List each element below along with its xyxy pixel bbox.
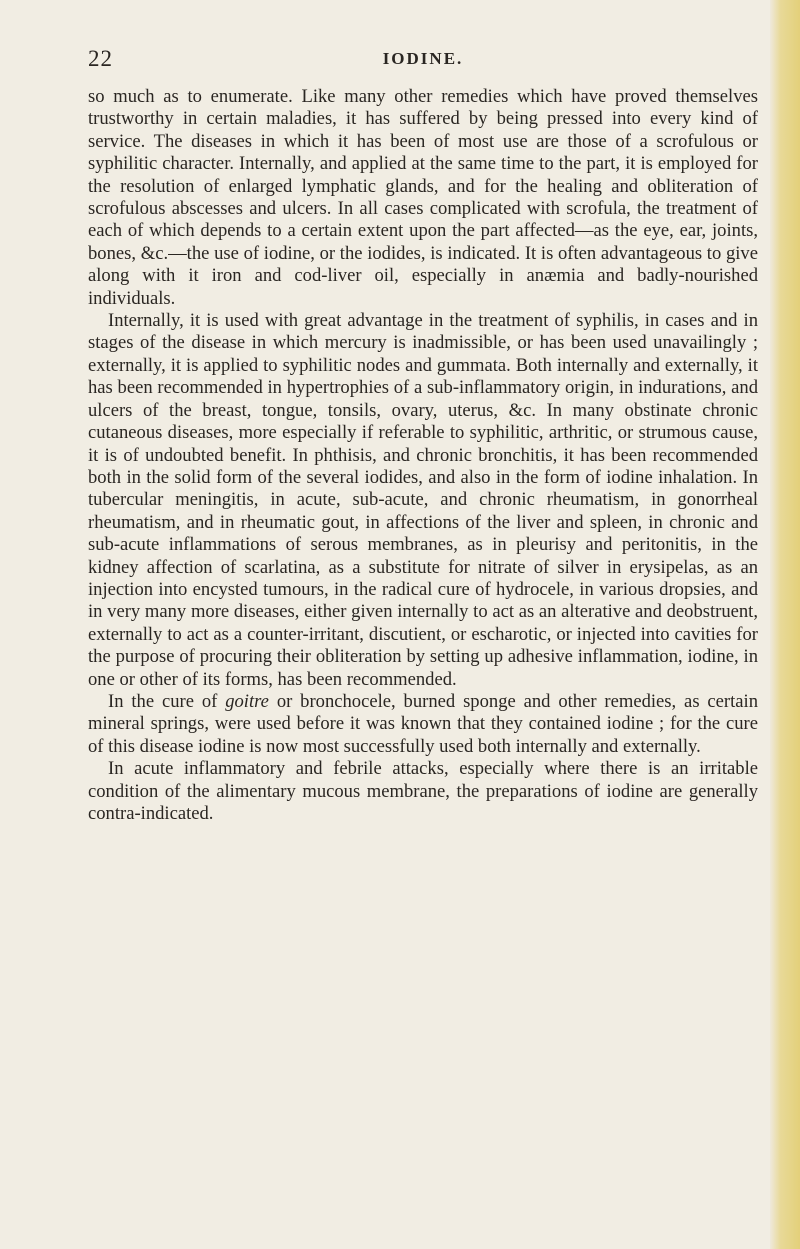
- page-header: [88, 46, 758, 76]
- paragraph-3: [88, 691, 758, 758]
- paragraph-3-text-before: In the cure of: [108, 690, 226, 712]
- page-edge: [770, 0, 800, 1249]
- paragraph-1: so much as to enumerate. Like many other remedies which have proved themselves trustworthy in certain maladies, it has suffered by being pressed into every kind of service. The diseases in which it has been of most use are those of a scrofulous or syphilitic character. Internally, and applied at the same time to the part, it is employed for the resolution of enlarged lymphatic glands, and for the healing and obliteration of scrofulous abscesses and ulcers. In all cases complicated with scrofula, the treatment of each of which depends to a certain extent upon the part affected—as the eye, ear, joints, bones, &c.—the use of iodine, or the iodides, is indicated. It is often advantageous to give along with it iron and cod-liver oil, especially in anæmia and badly-nourished individuals.: [88, 86, 758, 309]
- page-number: 22: [88, 46, 113, 71]
- body-text: [88, 86, 758, 825]
- paragraph-3-text-after: or bronchocele, burned sponge and other remedies, as certain mineral springs, were used before it was known that they contained iodine ; for the cure of this disease iodine is now most successfully used both internally and externally.: [88, 690, 759, 757]
- running-head: IODINE.: [382, 49, 464, 68]
- goitre-emphasis: goitre: [225, 690, 269, 712]
- paragraph-4: In acute inflammatory and febrile attacks, especially where there is an irritable condition of the alimentary mucous membrane, the preparations of iodine are generally contra-indicated.: [88, 758, 758, 824]
- paragraph-2: Internally, it is used with great advantage in the treatment of syphilis, in cases and in stages of the disease in which mercury is inadmissible, or has been used unavailingly ; externally, it is applied to syphilitic nodes and gummata. Both internally and externally, it has been recommended in hypertrophies of a sub-inflammatory origin, in indurations, and ulcers of the breast, tongue, tonsils, ovary, uterus, &c. In many obstinate chronic cutaneous diseases, more especially if referable to syphilitic, arthritic, or strumous cause, it is of undoubted benefit. In phthisis, and chronic bronchitis, it has been recommended both in the solid form of the several iodides, and also in the form of iodine inhalation. In tubercular meningitis, in acute, sub-acute, and chronic rheumatism, in gonorrheal rheumatism, and in rheumatic gout, in affections of the liver and spleen, in chronic and sub-acute inflammations of serous membranes, as in pleurisy and peritonitis, in the kidney affection of scarlatina, as a substitute for nitrate of silver in erysipelas, as an injection into encysted tumours, in the radical cure of hydrocele, in various dropsies, and in very many more diseases, either given internally to act as an alterative and deobstruent, externally to act as a counter-irritant, discutient, or escharotic, or injected into cavities for the purpose of procuring their obliteration by setting up adhesive inflammation, iodine, in one or other of its forms, has been recommended.: [88, 310, 758, 690]
